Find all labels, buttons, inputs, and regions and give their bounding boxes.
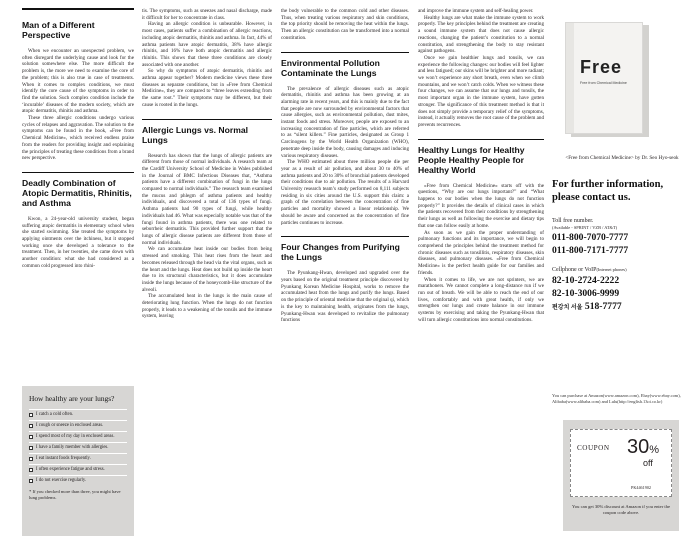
paragraph: When it comes to life, we are not sprinters, we are marathoners. We cannot complete a long-distance run if we run out of breath. We will be able to reach the end of our lives, comfortably and with great health, if only we strengthen our lungs and create balance in our immune systems by exercising and taking the Pyunkang-Hwan that will turn allergic constitutions into normal constitutions. — [418, 276, 544, 323]
checklist — [29, 409, 127, 486]
paragraph: Research has shown that the lungs of allergic patients are different from those of normal individuals. A research team at the Cardiff University School of Medicine in Wales published in the Journal of BMC Infectious Diseases that, “Asthma patients have a different combination of fungi in the lungs compared to normal individuals.” The research team examined the mucus and phlegm of asthma patients and healthy individuals, and discovered a total of 136 types of fungi. Asthma patients had 90 types of fungi, while healthy individuals had 46. What was especially notable was that of the fungi found in asthma patients, there was one related to seborrheic dermatitis. This provided further support that the lungs of allergic disease patients are different from those of normal individuals. — [142, 152, 272, 246]
coupon-card[interactable] — [570, 429, 672, 497]
paragraph: So why do symptoms of atopic dermatitis, rhinitis and asthma appear together? Modern medicine views these three diseases as separate conditions, but in «Free from Chemical Medicine», they are compared to “three leaves extending from the same root.” Their symptoms may be different, but their cause is rooted in the lungs. — [142, 68, 272, 108]
paragraph: The Pyunkang-Hwan, developed and upgraded over the years based on the original treatment principle discovered by Pyunkang Korean Medicine Hospital, works to remove the accumulated heat from the lungs and purify the lungs. Based on the principle of oriental medicine that the original qi, which is the key to maintaining health, originates from the lungs, Pyunkang-Hwan was developed to revitalize the pulmonary functions — [281, 270, 409, 324]
paragraph: tis. The symptoms, such as sneezes and nasal discharge, made it difficult for her to concentrate in class. — [142, 8, 272, 21]
checkbox-icon[interactable] — [29, 457, 33, 461]
paragraph: Healthy lungs are what make the immune system to work properly. The key principles behind the treatment are creating a sound immune system that does not cause allergic reactions, changing the patient’s constitution to a normal constitution, and strengthening the body to stay resistant against pathogens. — [418, 14, 544, 55]
checklist-item[interactable]: I cough or sneeze in enclosed areas. — [29, 420, 127, 431]
coupon-box — [563, 420, 679, 531]
paragraph: The WHO estimated about three million people die per year as a result of air pollution, and about 30 to 40% of asthma patients and 20 to 30% of bronchial patients developed their conditions due to air pollution. The results of a Harvard University research team’s study performed on 8,111 subjects residing in six cities around the U.S. support this claim: a graph of the correlation between the concentration of fine particles and mortality showed a linear relationship. We should be aware and concerned as the concentration of fine particles continues to increase. — [281, 159, 409, 226]
checklist-note: * If you checked more than three, you might have lung problems. — [29, 489, 121, 500]
lung-health-checklist — [22, 386, 134, 536]
checkbox-icon[interactable] — [29, 435, 33, 439]
contact-numbers — [552, 218, 692, 315]
cellphone-label: Cellphone or VoIP(Internet phones) — [552, 267, 627, 273]
cellphone-number[interactable]: 82-10-3006-9999 — [552, 288, 620, 299]
checkbox-icon[interactable] — [29, 468, 33, 472]
column-4 — [418, 8, 544, 541]
paragraph: When we encounter an unexpected problem, we often disregard the underlying cause and look for the solution somewhere else. The more difficult the problem is, the more we need to examine the core of the problem; this is also true in case of treatments. When it comes to complex conditions, we must identify the core cause of the symptoms in order to find the solution. Such complex condition include the ‘incurable’ diseases of the modern society, which are atopic dermatitis, rhinitis and asthma. — [22, 48, 134, 115]
tollfree-number[interactable]: 011-800-7070-7777 — [552, 232, 629, 243]
paragraph: and improve the immune system and self-healing power. — [418, 8, 534, 14]
checkbox-icon[interactable] — [29, 479, 33, 483]
checkbox-icon[interactable] — [29, 446, 33, 450]
korea-number[interactable]: 편강치 서울 518-7777 — [552, 301, 622, 312]
heading-deadly-combination: Deadly Combination of Atopic Dermatitis, Rhinitis, and Asthma — [22, 177, 132, 208]
section-rule — [281, 52, 409, 53]
paragraph: «Free from Chemical Medicine» starts off with the questions, “Why are our lungs important?” and “What happens to our bodies when the lungs do not function properly?” It provides the details of clinical cases in which the patients recovered from their conditions by strengthening their lungs as well as following the exercise and dietary tips that one can follow easily at home. — [418, 182, 544, 229]
paragraph: As soon as we gain the proper understanding of pulmonary functions and its importance, we will begin to comprehend the principles behind the treatment method for chronic diseases such as tonsillitis, respiratory diseases, skin diseases, and pulmonary diseases. «Free from Chemical Medicine» is the perfect health guide for our families and friends. — [418, 229, 544, 276]
column-3 — [281, 8, 409, 541]
paragraph: These three allergic conditions undergo various cycles of relapses and aggravation. The solution to the symptoms can be found in the book, «Free from Chemical Medicine», which received endless praise from the readers for providing insight and explaining the principles of treating these conditions from a brand new perspective. — [22, 115, 134, 162]
section-rule — [22, 8, 134, 10]
checklist-item[interactable]: I spend most of my day in enclosed areas. — [29, 431, 127, 442]
coupon-code: PK4461902 — [631, 485, 652, 490]
tollfree-number[interactable]: 011-800-7171-7777 — [552, 245, 629, 256]
cellphone-number[interactable]: 82-10-2724-2222 — [552, 275, 620, 286]
coupon-off: off — [643, 458, 653, 468]
book-cover-image — [565, 22, 643, 134]
section-rule — [22, 172, 134, 173]
paragraph: Once we gain healthier lungs and tonsils, we can experience the following changes: our bodies will feel lighter and less fatigued; our skins will be brighter and more radiant; we won’t experience any short breath, even when we climb mountains, and we won’t catch colds. When we witness these four changes, we can assume that our lungs and tonsils, the most important organ in the immune system, have gotten stronger. The significance of this treatment method is that it does not simply provide a temporary relief of the symptoms, instead, it actually removes the root cause of the problem and prevents recurrences. — [418, 54, 544, 128]
coupon-note: You can get 30% discount at Amazon if you enter the coupon code above. — [571, 504, 671, 515]
book-caption: <Free from Chemical Medicine> by Dr. Seo Hyo-seok — [565, 155, 679, 161]
book-title: Free — [580, 57, 623, 77]
book-subtitle: Free from Chemical Medicine — [580, 81, 627, 85]
contact-heading: For further information, please contact us. — [552, 179, 664, 203]
tollfree-label: Toll free number. — [552, 218, 594, 224]
column-2 — [142, 8, 272, 541]
checklist-item[interactable]: I eat instant foods frequently. — [29, 453, 127, 464]
heading-allergic-vs-normal-lungs: Allergic Lungs vs. Normal Lungs — [142, 124, 249, 145]
checkbox-icon[interactable] — [29, 424, 33, 428]
coupon-percent: 30% — [627, 436, 660, 458]
heading-healthy-lungs: Healthy Lungs for Healthy People Healthy People for Healthy World — [418, 144, 525, 175]
heading-four-changes: Four Changes from Purifying the Lungs — [281, 242, 400, 263]
section-rule — [142, 119, 272, 120]
checklist-item[interactable]: I do not exercise regularly. — [29, 475, 127, 486]
paragraph: The accumulated heat in the lungs is the main cause of deteriorating lung function. When the lungs do not function properly, it leads to a weakening of the tonsils and the immune system, leaving — [142, 293, 272, 320]
paragraph: Having an allergic condition is unbearable. However, in most cases, patients suffer a combination of allergic reactions, including atopic dermatitis, rhinitis and asthma. In fact, 44% of asthma patients have atopic dermatitis, 38% have allergic rhinitis, and 16% have both atopic dermatitis and allergic rhinitis. This shows that these three conditions are closely associated with one another. — [142, 21, 272, 68]
checklist-item[interactable]: I often experience fatigue and stress. — [29, 464, 127, 475]
section-rule — [418, 139, 544, 140]
book-spine — [566, 23, 574, 133]
checkbox-icon[interactable] — [29, 413, 33, 417]
purchase-info: You can purchase at Amazon(www.amazon.com), Ebay(www.ebay.com), Alibaba(www.alibaba.com) and Lulu(http://english.13oi.co.kr) — [552, 393, 681, 404]
paragraph: Kwon, a 24-year-old university student, began suffering atopic dermatitis in elementary school when she started swimming. She treated the symptoms by applying ointments over the itchiness, but it stopped working once she developed a tolerance to the treatment. Then, in her twenties, she came down with another condition: what she had considered as a common cold progressed into rhini- — [22, 215, 134, 269]
heading-man-of-different-perspective: Man of a Different Perspective — [22, 20, 95, 40]
section-rule — [281, 236, 409, 237]
checklist-item[interactable]: I have a family member with allergies. — [29, 442, 127, 453]
coupon-label: COUPON — [577, 444, 610, 452]
heading-environmental-pollution: Environmental Pollution Contaminate the Lungs — [281, 57, 380, 78]
paragraph: We can accumulate heat inside our bodies from being stressed and smoking. This heat rises from the heart and becomes released through the head via the vital organs, such as the heart and the lungs. Heat does not build up inside the heart due to its structural characteristics, but it does accumulate inside the lungs because of the honeycomb-like structure of the alveoli. — [142, 246, 272, 293]
paragraph: The prevalence of allergic diseases such as atopic dermatitis, rhinitis and asthma has been growing at an alarming rate in recent years, and this is mainly due to the fact that people are now surrounded by environmental factors that cause allergies, such as environmental pollution, dust mites, instant foods and stress. Moreover, people are exposed to an increasing concentration of fine particles, which are referred to as “silent killers.” Fine particles, designated as Group 1 Carcinogens by the World Health Organization (WHO), penetrate deep inside the body, causing damages and inducing various respiratory diseases. — [281, 85, 409, 159]
checklist-title: How healthy are your lungs? — [29, 394, 115, 403]
checklist-item[interactable]: I catch a cold often. — [29, 409, 127, 420]
paragraph: the body vulnerable to the common cold and other diseases. Thus, when treating various respiratory and skin conditions, the top priority should be removing the heat within the lungs. Then an allergic constitution can be transformed into a normal constitution. — [281, 8, 409, 41]
tollfree-carriers: (Available - SPRINT / VZB / AT&T) — [552, 225, 618, 230]
